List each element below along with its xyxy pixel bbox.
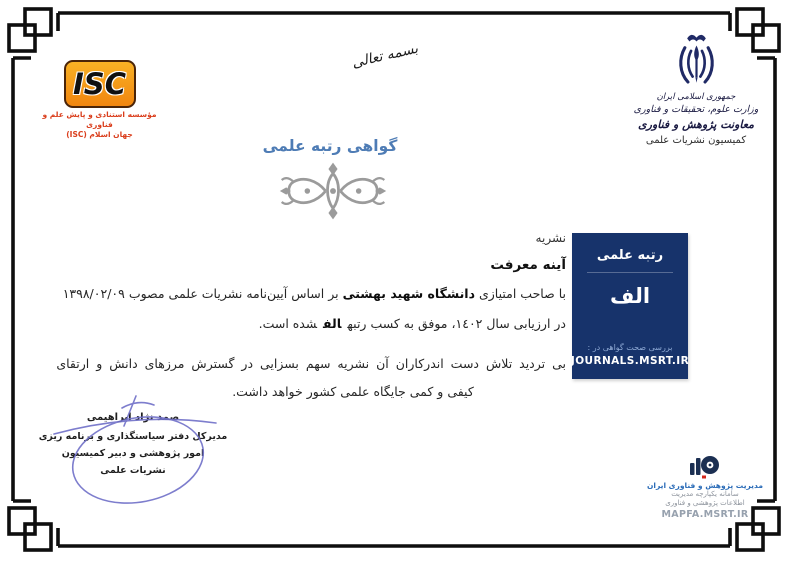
mapfa-line1: مدیریت پژوهش و فناوری ایران xyxy=(647,481,763,490)
body-paragraph2-line1: بی تردید تلاش دست اندرکاران آن نشریه سهم بسزایی در گسترش مرزهای دانش و ارتقای xyxy=(56,356,566,371)
rank-grade: الف xyxy=(609,284,651,308)
commission-line: کمیسیون نشریات علمی xyxy=(645,135,747,146)
body-line-1 xyxy=(36,286,566,301)
body-paragraph2-line2: کیفی و کمی جایگاه علمی کشور خواهد داشت. xyxy=(232,384,474,399)
mapfa-icon xyxy=(687,453,723,479)
ornament-divider xyxy=(278,160,388,222)
isc-logo-block xyxy=(42,60,157,140)
university-name: دانشگاه شهید بهشتی xyxy=(342,286,476,301)
mapfa-url: MAPFA.MSRT.IR xyxy=(661,509,749,520)
body-line-1-pre: با صاحب امتیازی xyxy=(475,286,566,301)
isc-caption-line2: جهان اسلام (ISC) xyxy=(66,130,133,139)
journal-label: نشریه xyxy=(535,231,566,245)
isc-logo-icon xyxy=(64,60,136,108)
mapfa-line3: اطلاعات پژوهشی و فناوری xyxy=(665,498,745,507)
body-line-2 xyxy=(36,316,566,331)
body-line-2-post: شده است. xyxy=(258,316,318,331)
rank-box-label: رتبه علمی xyxy=(596,248,664,263)
body-line-1-post: بر اساس آیین‌نامه نشریات علمی مصوب ۱۳۹۸/۰۲/۰۹ xyxy=(62,286,343,301)
mapfa-line2: سامانه یکپارچه مدیریت xyxy=(671,490,739,498)
journal-name: آینه معرفت xyxy=(490,257,566,273)
isc-caption-line1: مؤسسه استنادی و پایش علم و فناوری xyxy=(42,110,157,129)
bismillah-calligraphy: بسمه تعالی xyxy=(350,40,420,72)
rank-box-divider xyxy=(587,272,673,273)
ministry-header xyxy=(622,33,770,146)
ministry-name-line: وزارت علوم، تحقیقات و فناوری xyxy=(633,104,759,115)
signatory-title-line2: امور پژوهشی و دبیر کمیسیون xyxy=(61,448,205,459)
mapfa-logo-block xyxy=(645,453,765,520)
rank-box xyxy=(572,233,688,379)
iran-emblem-icon xyxy=(673,33,720,89)
signatory-name: صمد نژاد ابراهیمی xyxy=(86,412,180,423)
ministry-country-line: جمهوری اسلامی ایران xyxy=(656,92,736,102)
body-line-2-pre: در ارزیابی سال ۱٤۰۲، موفق به کسب رتبه xyxy=(347,316,566,331)
isc-acronym: ISC xyxy=(73,67,126,101)
rank-grade-inline: الف xyxy=(323,316,342,331)
ministry-deputy-line: معاونت پژوهش و فناوری xyxy=(638,118,754,131)
signatory-block xyxy=(38,412,228,479)
verify-label: بررسی صحت گواهی در : xyxy=(587,343,673,352)
signatory-title-line3: نشریات علمی xyxy=(100,465,166,476)
verify-url: JOURNALS.MSRT.IR xyxy=(570,355,690,367)
signatory-title-line1: مدیرکل دفتر سیاستگذاری و برنامه ریزی xyxy=(38,431,228,442)
certificate-title: گواهی رتبه علمی xyxy=(262,137,398,155)
